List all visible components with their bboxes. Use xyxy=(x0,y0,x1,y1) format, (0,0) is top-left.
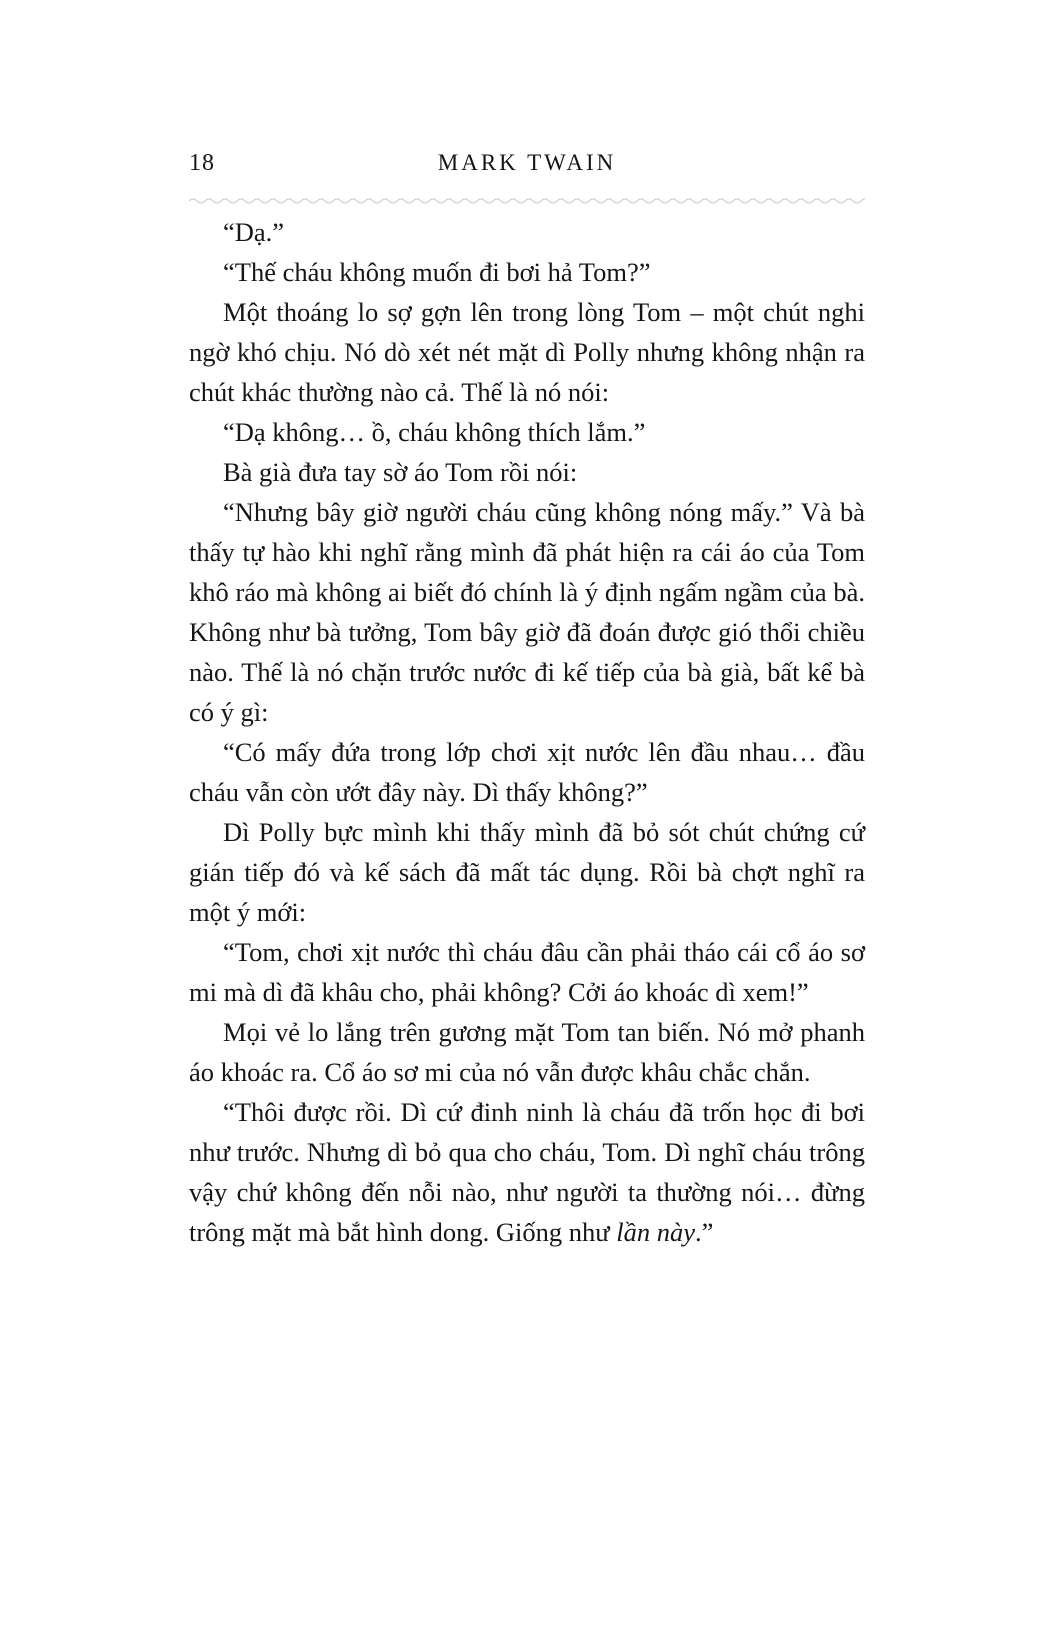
paragraph: Bà già đưa tay sờ áo Tom rồi nói: xyxy=(223,457,578,487)
page-header xyxy=(189,148,865,186)
final-paragraph-italic: lần này xyxy=(616,1217,696,1247)
paragraph: “Thế cháu không muốn đi bơi hả Tom?” xyxy=(223,257,651,287)
page-body xyxy=(189,212,865,1252)
final-paragraph-suffix: .” xyxy=(695,1217,714,1247)
paragraph: Dì Polly bực mình khi thấy mình đã bỏ sót chút chứng cứ gián tiếp đó và kế sách đã mất tác dụng. Rồi bà chợt nghĩ ra một ý mới: xyxy=(189,817,865,927)
paragraph xyxy=(189,1092,865,1252)
final-paragraph-text: “Thôi được rồi. Dì cứ đinh ninh là cháu đã trốn học đi bơi như trước. Nhưng dì bỏ qua cho cháu, Tom. Dì nghĩ cháu trông vậy chứ không đến nỗi nào, như người ta thường nói… đừng trông mặt mà bắt hình dong. Giống như xyxy=(189,1097,865,1247)
page-content xyxy=(189,148,865,1252)
paragraph: “Nhưng bây giờ người cháu cũng không nóng mấy.” Và bà thấy tự hào khi nghĩ rằng mình đã phát hiện ra cái áo của Tom khô ráo mà không ai biết đó chính là ý định ngấm ngầm của bà. Không như bà tưởng, Tom bây giờ đã đoán được gió thổi chiều nào. Thế là nó chặn trước nước đi kế tiếp của bà già, bất kể bà có ý gì: xyxy=(189,497,865,727)
paragraph: “Có mấy đứa trong lớp chơi xịt nước lên đầu nhau… đầu cháu vẫn còn ướt đây này. Dì thấy không?” xyxy=(189,737,865,807)
paragraph: “Tom, chơi xịt nước thì cháu đâu cần phải tháo cái cổ áo sơ mi mà dì đã khâu cho, phải không? Cởi áo khoác dì xem!” xyxy=(189,937,865,1007)
paragraph: Mọi vẻ lo lắng trên gương mặt Tom tan biến. Nó mở phanh áo khoác ra. Cổ áo sơ mi của nó vẫn được khâu chắc chắn. xyxy=(189,1017,865,1087)
paragraph: “Dạ.” xyxy=(223,217,285,247)
running-head: MARK TWAIN xyxy=(437,150,617,175)
paragraph: “Dạ không… ồ, cháu không thích lắm.” xyxy=(223,417,646,447)
paragraph: Một thoáng lo sợ gợn lên trong lòng Tom – một chút nghi ngờ khó chịu. Nó dò xét nét mặt dì Polly nhưng không nhận ra chút khác thường nào cả. Thế là nó nói: xyxy=(189,297,865,407)
wavy-line xyxy=(189,199,865,203)
header-separator xyxy=(189,196,865,204)
page-number: 18 xyxy=(189,150,215,176)
